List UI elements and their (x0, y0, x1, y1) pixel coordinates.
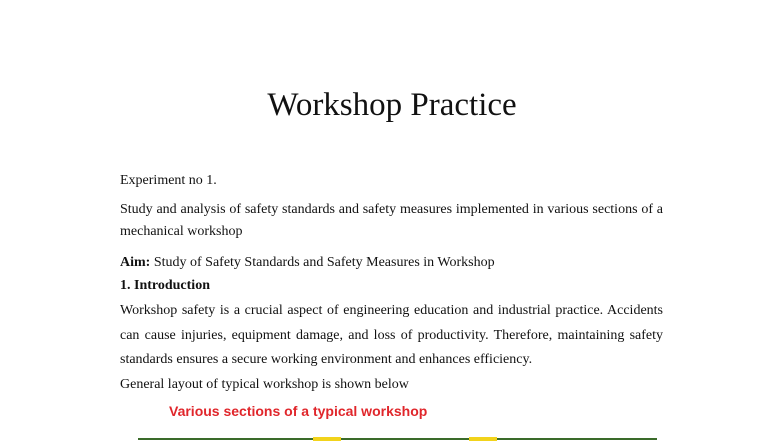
diagram-door-mark (469, 437, 497, 441)
document-title: Workshop Practice (267, 87, 517, 123)
diagram-top-border (138, 438, 657, 440)
study-description: Study and analysis of safety standards and safety measures implemented in various sections of a mechanical workshop (120, 202, 663, 239)
introduction-paragraph: Workshop safety is a crucial aspect of engineering education and industrial practice. Accidents can cause injuries, equipment damage, and loss of productivity. Therefore, maintaining safety standards ensures a secure working environment and enhances efficiency. (120, 303, 663, 367)
diagram-door-mark (313, 437, 341, 441)
figure-caption: Various sections of a typical workshop (169, 403, 428, 419)
aim-label: Aim: (120, 255, 151, 270)
layout-description: General layout of typical workshop is shown below (120, 377, 409, 392)
experiment-number: Experiment no 1. (120, 173, 217, 188)
introduction-heading: 1. Introduction (120, 278, 210, 293)
aim-text: Study of Safety Standards and Safety Measures in Workshop (150, 255, 495, 270)
aim-line (120, 251, 663, 276)
